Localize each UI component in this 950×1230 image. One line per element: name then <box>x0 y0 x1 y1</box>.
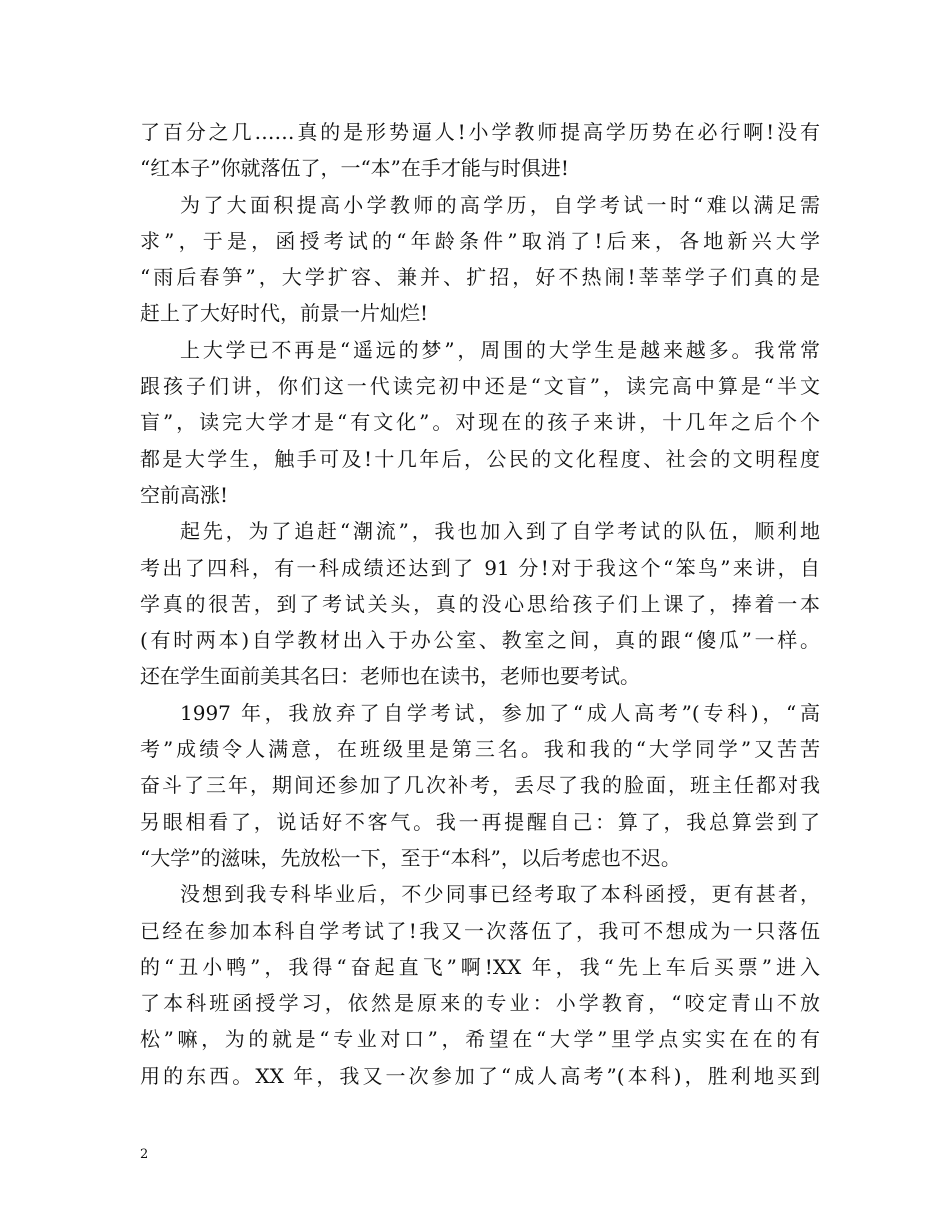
text-line: (有时两本)自学教材出入于办公室、教室之间，真的跟“傻瓜”一样。 <box>140 628 820 653</box>
text-line: 都是大学生，触手可及!十几年后，公民的文化程度、社会的文明程度 <box>140 446 820 471</box>
text-line: “红本子”你就落伍了，一“本”在手才能与时俱进! <box>140 156 569 181</box>
text-line: 已经在参加本科自学考试了!我又一次落伍了，我可不想成为一只落伍 <box>140 918 820 943</box>
page-number: 2 <box>140 1147 149 1162</box>
text-line: 的“丑小鸭”，我得“奋起直飞”啊!XX 年，我“先上车后买票”进入 <box>140 954 820 979</box>
text-line: 空前高涨! <box>140 482 229 507</box>
text-line: “大学”的滋味，先放松一下，至于“本科”，以后考虑也不迟。 <box>140 845 681 870</box>
text-line: 为了大面积提高小学教师的高学历，自学考试一时“难以满足需 <box>180 192 820 217</box>
text-line: 上大学已不再是“遥远的梦”，周围的大学生是越来越多。我常常 <box>180 337 820 362</box>
text-line: 考”成绩令人满意，在班级里是第三名。我和我的“大学同学”又苦苦 <box>140 737 820 762</box>
text-line: 还在学生面前美其名曰：老师也在读书，老师也要考试。 <box>140 664 640 689</box>
text-line: 松”嘛，为的就是“专业对口”，希望在“大学”里学点实实在在的有 <box>140 1027 820 1052</box>
body-text <box>140 114 820 1094</box>
text-line: 求”，于是，函授考试的“年龄条件”取消了!后来，各地新兴大学 <box>140 228 820 253</box>
text-line: 赶上了大好时代，前景一片灿烂! <box>140 301 429 326</box>
text-line: 没想到我专科毕业后，不少同事已经考取了本科函授，更有甚者， <box>180 882 820 907</box>
text-line: 1997 年，我放弃了自学考试，参加了“成人高考”(专科)，“高 <box>180 700 820 725</box>
text-line: 另眼相看了，说话好不客气。我一再提醒自己：算了，我总算尝到了 <box>140 809 820 834</box>
text-line: 跟孩子们讲，你们这一代读完初中还是“文盲”，读完高中算是“半文 <box>140 374 820 399</box>
text-line: 奋斗了三年，期间还参加了几次补考，丢尽了我的脸面，班主任都对我 <box>140 773 820 798</box>
text-line: 了百分之几……真的是形势逼人!小学教师提高学历势在必行啊!没有 <box>140 120 820 144</box>
text-line: 用的东西。XX 年，我又一次参加了“成人高考”(本科)，胜利地买到 <box>140 1063 820 1088</box>
text-line: 盲”，读完大学才是“有文化”。对现在的孩子来讲，十几年之后个个 <box>140 410 820 435</box>
text-line: 了本科班函授学习，依然是原来的专业：小学教育，“咬定青山不放 <box>140 991 820 1016</box>
text-line: 学真的很苦，到了考试关头，真的没心思给孩子们上课了，捧着一本 <box>140 591 820 616</box>
text-line: 考出了四科，有一科成绩还达到了 91 分!对于我这个“笨鸟”来讲，自 <box>140 555 820 580</box>
text-line: “雨后春笋”，大学扩容、兼并、扩招，好不热闹!莘莘学子们真的是 <box>140 265 820 290</box>
text-line: 起先，为了追赶“潮流”，我也加入到了自学考试的队伍，顺利地 <box>180 519 820 544</box>
